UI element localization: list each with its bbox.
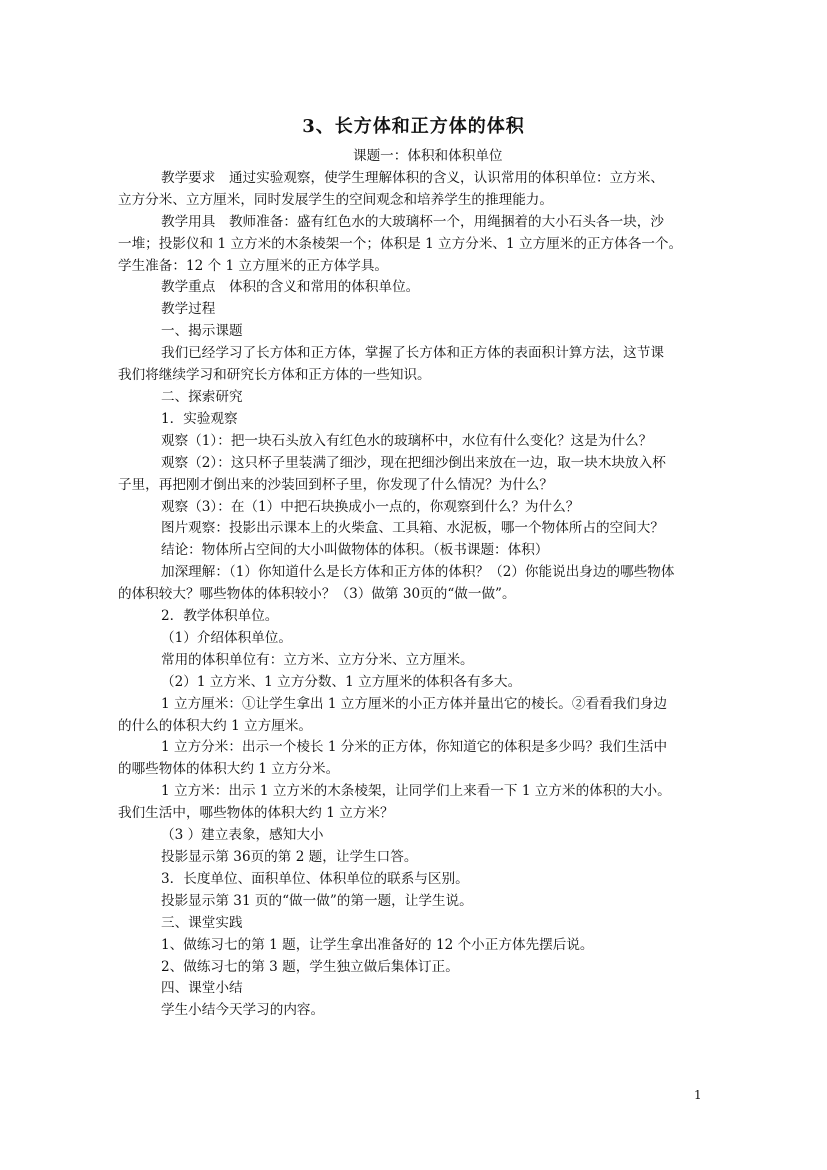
text-line: 图片观察：投影出示课本上的火柴盒、工具箱、水泥板，哪一个物体所占的空间大？ <box>161 520 664 537</box>
text-line: （1）介绍体积单位。 <box>161 629 292 646</box>
text-line: 投影显示第 31 页的“做一做”的第一题，让学生说。 <box>161 892 473 909</box>
document-body <box>118 146 710 1022</box>
text-line: 1 立方厘米：①让学生拿出 1 立方厘米的小正方体并量出它的棱长。②看看我们身边 <box>161 695 668 712</box>
text-line: 1 立方米：出示 1 立方米的木条棱架，让同学们上来看一下 1 立方米的体积的大小。 <box>161 783 671 800</box>
text-line: 教学重点 体积的含义和常用的体积单位。 <box>161 279 420 296</box>
text-line: 观察（2）：这只杯子里装满了细沙，现在把细沙倒出来放在一边，取一块木块放入杯 <box>161 454 666 471</box>
text-line: 子里，再把刚才倒出来的沙装回到杯子里，你发现了什么情况？为什么？ <box>118 476 553 493</box>
section-heading: 一、揭示课题 <box>161 323 243 340</box>
text-line: 1 立方分米：出示一个棱长 1 分米的正方体，你知道它的体积是多少吗？我们生活中 <box>161 739 668 756</box>
text-line: 我们生活中，哪些物体的体积大约 1 立方米？ <box>118 805 394 822</box>
text-line: 学生准备：12 个 1 立方厘米的正方体学具。 <box>118 257 389 274</box>
text-line: （3 ）建立表象，感知大小 <box>161 827 324 844</box>
text-line: 1．实验观察 <box>161 410 238 427</box>
section-heading: 二、探索研究 <box>161 388 243 405</box>
text-line: 教学要求 通过实验观察，使学生理解体积的含义，认识常用的体积单位：立方米、 <box>161 169 664 186</box>
text-line: 教学用具 教师准备：盛有红色水的大玻璃杯一个，用绳捆着的大小石头各一块，沙 <box>161 213 664 230</box>
text-line: 一堆；投影仪和 1 立方米的木条棱架一个；体积是 1 立方分米、1 立方厘米的正方体各一个。 <box>118 235 683 252</box>
text-line: 2、做练习七的第 3 题，学生独立做后集体订正。 <box>161 958 459 975</box>
text-line: 2．教学体积单位。 <box>161 608 279 625</box>
text-line: 的体积较大？哪些物体的体积较小？（3）做第 30页的“做一做”。 <box>118 586 516 603</box>
text-line: 教学过程 <box>161 301 216 318</box>
text-line: 加深理解：（1）你知道什么是长方体和正方体的体积？（2）你能说出身边的哪些物体 <box>161 564 675 581</box>
text-line: 1、做练习七的第 1 题，让学生拿出准备好的 12 个小正方体先摆后说。 <box>161 936 594 953</box>
text-line: 结论：物体所占空间的大小叫做物体的体积。（板书课题：体积） <box>161 542 549 559</box>
document-title: 3、长方体和正方体的体积 <box>302 116 525 137</box>
text-line: 的哪些物体的体积大约 1 立方分米。 <box>118 761 340 778</box>
text-line: 我们将继续学习和研究长方体和正方体的一些知识。 <box>118 367 431 384</box>
page-number: 1 <box>694 1088 702 1102</box>
section-heading: 三、课堂实践 <box>161 914 243 931</box>
text-line: 投影显示第 36页的第 2 题，让学生口答。 <box>161 849 418 865</box>
text-line: 3．长度单位、面积单位、体积单位的联系与区别。 <box>161 870 469 887</box>
text-line: 观察（3）：在（1）中把石块换成小一点的，你观察到什么？为什么？ <box>161 498 580 515</box>
text-line: 学生小结今天学习的内容。 <box>161 1002 325 1019</box>
lesson-subtitle: 课题一：体积和体积单位 <box>353 148 503 164</box>
text-line: （2）1 立方米、1 立方分数、1 立方厘米的体积各有多大。 <box>161 673 522 690</box>
text-line: 观察（1）：把一块石头放入有红色水的玻璃杯中，水位有什么变化？这是为什么？ <box>161 432 653 449</box>
text-line: 立方分米、立方厘米，同时发展学生的空间观念和培养学生的推理能力。 <box>118 191 553 208</box>
section-heading: 四、课堂小结 <box>161 980 243 997</box>
text-line: 我们已经学习了长方体和正方体，掌握了长方体和正方体的表面积计算方法，这节课 <box>161 345 664 362</box>
text-line: 的什么的体积大约 1 立方厘米。 <box>118 717 313 734</box>
text-line: 常用的体积单位有：立方米、立方分米、立方厘米。 <box>161 651 474 668</box>
